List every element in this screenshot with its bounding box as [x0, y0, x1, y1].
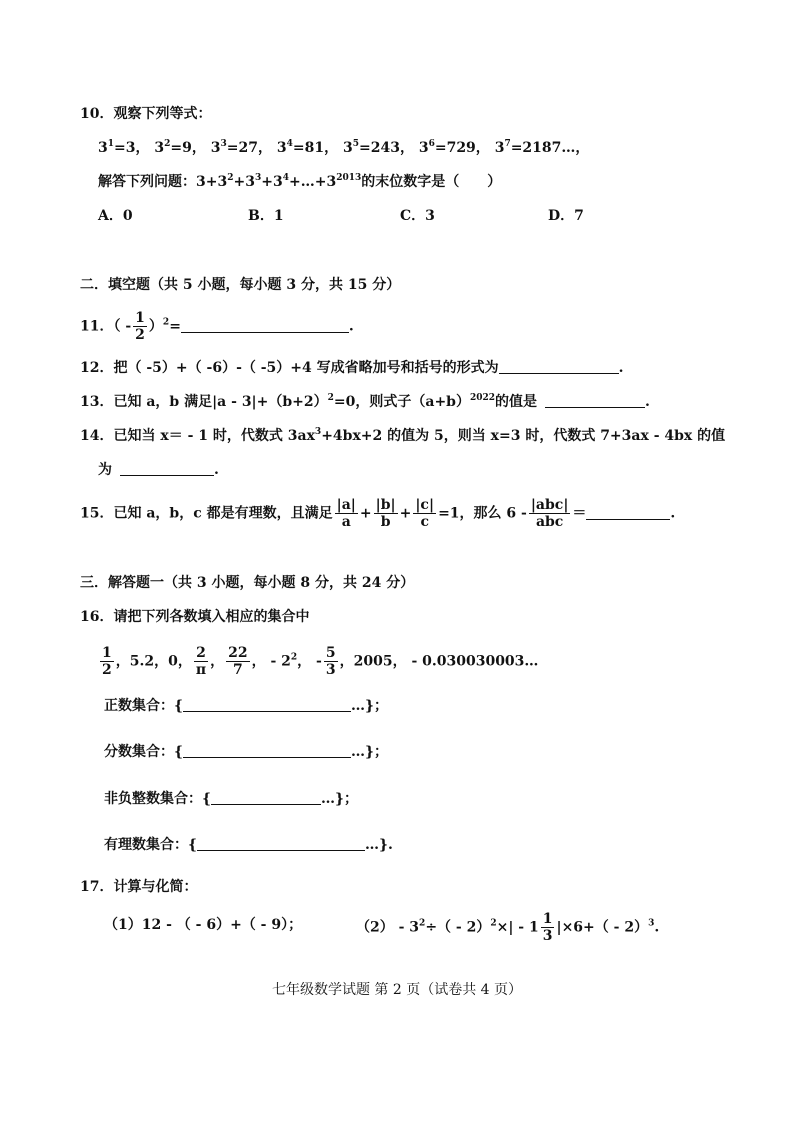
q14-line2: 为 .	[98, 462, 219, 478]
q11-fraction: $\frac{1}{2}$	[135, 310, 145, 343]
q17-fraction-1-3: $\frac{1}{3}$	[542, 911, 553, 944]
q15-answer-blank[interactable]	[586, 505, 670, 520]
q12: 12．把（ -5）+（ -6）-（ -5）+4 写成省略加号和括号的形式为 .	[80, 360, 624, 376]
q14-line1: 14．已知当 x＝ - 1 时，代数式 $3ax^3+4bx+2$ 的值为 5，则当 x=3 时，代数式 7+3ax - 4bx 的值	[80, 427, 726, 444]
q15: 15．已知 a，b，c 都是有理数，且满足 $\frac{|a|}{a}$ + $\frac{|b|}{b}$ + $\frac{|c|}{c}$ =1，那么 6 - $\frac{\text{|abc|}}{\text{abc}}$ ＝ .	[80, 497, 676, 530]
q16-fraction-2-pi: $\frac{2}{\pi}$	[195, 645, 207, 678]
q10-title: 10．观察下列等式：	[80, 106, 212, 122]
q10-option-b: B．1	[248, 208, 284, 224]
q13-answer-blank[interactable]	[545, 393, 645, 408]
q15-fraction-b: $\frac{|b|}{b}$	[375, 497, 396, 530]
section2-title: 二．填空题（共 5 小题，每小题 3 分，共 15 分）	[80, 277, 401, 293]
q15-fraction-abc: $\frac{\text{|abc|}}{\text{abc}}$	[530, 497, 569, 530]
q10-equations: $3^1=3$， $3^2=9$， $3^3=27$， $3^4=81$， $3^5=243$， $3^6=729$， $3^7=2187\dots$，	[98, 139, 590, 156]
q16-numbers: $\frac{1}{2}$ ，5.2，0， $\frac{2}{\pi}$ ， $\frac{22}{7}$ ， - $2^2$， - $\frac{5}{3}$ ，2005， - 0.030030003…	[102, 645, 539, 678]
q15-fraction-c: $\frac{|c|}{c}$	[415, 497, 435, 530]
q17-title: 17．计算与化简：	[80, 879, 198, 895]
q12-answer-blank[interactable]	[499, 359, 619, 374]
q10-option-c: C．3	[400, 208, 435, 224]
q16-fraction-5-3: $\frac{5}{3}$	[325, 645, 336, 678]
q16-set-nonnegative-integer: 非负整数集合：{ …}；	[104, 791, 359, 807]
q17-part1: （1）12 - （ - 6）+（ - 9）；	[104, 917, 303, 933]
q13: 13．已知 a，b 满足$|a - 3|+(b+2)^2=0$，则式子$(a+b)^{2022}$的值是 .	[80, 393, 650, 410]
q14-answer-blank[interactable]	[120, 461, 214, 476]
q11: 11．（ - $\frac{1}{2}$ ）$^2$= .	[80, 310, 354, 343]
q10-option-a: A．0	[98, 208, 133, 224]
q16-nonnegative-blank[interactable]	[211, 790, 321, 805]
q16-fraction-22-7: $\frac{22}{7}$	[228, 645, 248, 678]
q16-set-positive: 正数集合：{ …}；	[104, 698, 389, 714]
q16-positive-blank[interactable]	[183, 697, 351, 712]
q16-fraction-half: $\frac{1}{2}$	[102, 645, 112, 678]
section3-title: 三．解答题一（共 3 小题，每小题 8 分，共 24 分）	[80, 575, 415, 591]
q16-fraction-blank[interactable]	[183, 743, 351, 758]
q16-rational-blank[interactable]	[197, 836, 365, 851]
page-footer: 七年级数学试题 第 2 页（试卷共 4 页）	[271, 982, 523, 998]
q10-option-d: D．7	[548, 208, 584, 224]
q16-set-rational: 有理数集合：{ …}.	[104, 837, 393, 853]
q10-question: 解答下列问题：$3+3^2+3^3+3^4+\dots+3^{2013}$的末位数字是（ ）	[98, 173, 502, 190]
q16-title: 16．请把下列各数填入相应的集合中	[80, 609, 310, 625]
q15-fraction-a: $\frac{|a|}{a}$	[336, 497, 356, 530]
q11-answer-blank[interactable]	[181, 318, 349, 333]
q16-set-fraction: 分数集合：{ …}；	[104, 744, 389, 760]
q17-part2: $(2) - 3^2\div( - 2)^2\times| - 1$ $\frac{1}{3}$ |×6+（ - 2）$^3$.	[356, 911, 660, 944]
